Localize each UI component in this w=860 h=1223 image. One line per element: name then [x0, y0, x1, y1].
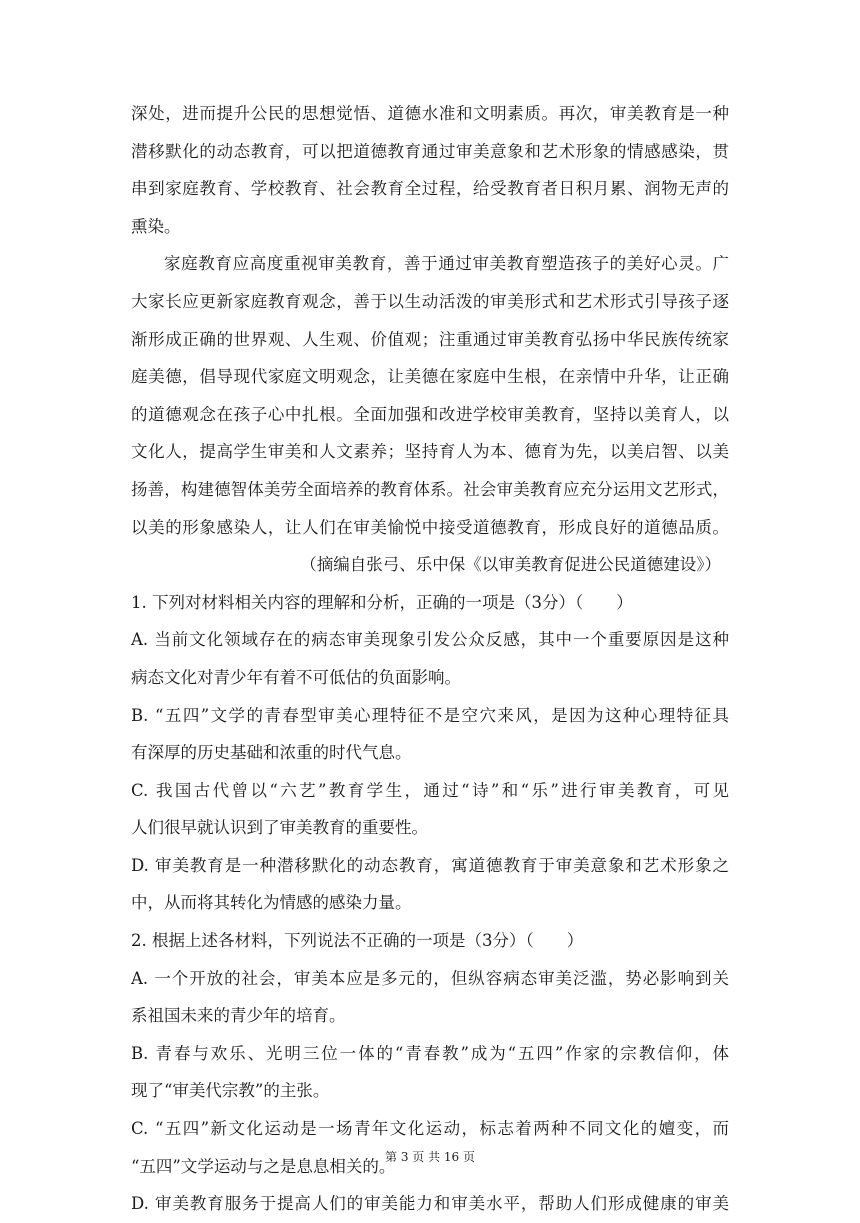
source-citation: （摘编自张弓、乐中保《以审美教育促进公民道德建设》）: [300, 555, 721, 575]
text-line: 文化人，提高学生审美和人文素养；坚持育人为本、德育为先，以美启智、以美: [131, 442, 729, 462]
question-2-option-a-cont: 系祖国未来的青少年的培育。: [131, 1006, 346, 1026]
question-2-option-c-cont: “五四”文学运动与之是息息相关的。: [131, 1156, 396, 1176]
question-1-stem: 1. 下列对材料相关内容的理解和分析，正确的一项是（3分）（ ）: [131, 592, 633, 612]
text-line: 大家长应更新家庭教育观念，善于以生动活泼的审美形式和艺术形式引导孩子逐: [131, 291, 729, 311]
question-1-option-a-cont: 病态文化对青少年有着不可低估的负面影响。: [131, 667, 461, 687]
text-line: 扬善，构建德智体美劳全面培养的教育体系。社会审美教育应充分运用文艺形式，: [131, 479, 729, 499]
text-line: 深处，进而提升公民的思想觉悟、道德水准和文明素质。再次，审美教育是一种: [131, 104, 729, 123]
question-1-option-a: A. 当前文化领域存在的病态审美现象引发公众反感，其中一个重要原因是这种: [131, 630, 729, 650]
question-2-option-d: D. 审美教育服务于提高人们的审美能力和审美水平，帮助人们形成健康的审美: [131, 1194, 729, 1214]
text-line: 庭美德，倡导现代家庭文明观念，让美德在家庭中生根，在亲情中升华，让正确: [131, 367, 729, 387]
question-1-option-c-cont: 人们很早就认识到了审美教育的重要性。: [131, 818, 428, 838]
page-body: [131, 95, 729, 1223]
page-number-footer: 第 3 页 共 16 页: [385, 1150, 475, 1164]
question-1-option-b: B. “五四”文学的青春型审美心理特征不是空穴来风，是因为这种心理特征具: [131, 705, 729, 725]
question-1-option-d-cont: 中，从而将其转化为情感的感染力量。: [131, 893, 412, 913]
text-line: 串到家庭教育、学校教育、社会教育全过程，给受教育者日积月累、润物无声的: [131, 179, 729, 199]
question-1-option-d: D. 审美教育是一种潜移默化的动态教育，寓道德教育于审美意象和艺术形象之: [131, 855, 729, 875]
question-1-option-c: C. 我国古代曾以“六艺”教育学生，通过“诗”和“乐”进行审美教育，可见: [131, 780, 729, 800]
question-2-option-b-cont: 现了“审美代宗教”的主张。: [131, 1081, 330, 1101]
question-2-option-b: B. 青春与欢乐、光明三位一体的“青春教”成为“五四”作家的宗教信仰，体: [131, 1043, 729, 1063]
text-line: 潜移默化的动态教育，可以把道德教育通过审美意象和艺术形象的情感感染，贯: [131, 141, 729, 161]
question-2-stem: 2. 根据上述各材料，下列说法不正确的一项是（3分）（ ）: [131, 931, 584, 951]
text-line: 以美的形象感染人，让人们在审美愉悦中接受道德教育，形成良好的道德品质。: [131, 517, 729, 537]
question-2-option-c: C. “五四”新文化运动是一场青年文化运动，标志着两种不同文化的嬗变，而: [131, 1119, 729, 1139]
text-line: 熏染。: [131, 216, 181, 236]
paragraph-first-line: 家庭教育应高度重视审美教育，善于通过审美教育塑造孩子的美好心灵。广: [164, 254, 729, 274]
text-line: 的道德观念在孩子心中扎根。全面加强和改进学校审美教育，坚持以美育人，以: [131, 404, 729, 424]
question-2-option-a: A. 一个开放的社会，审美本应是多元的，但纵容病态审美泛滥，势必影响到关: [131, 968, 729, 988]
text-line: 渐形成正确的世界观、人生观、价值观；注重通过审美教育弘扬中华民族传统家: [131, 329, 729, 349]
question-1-option-b-cont: 有深厚的历史基础和浓重的时代气息。: [131, 743, 412, 763]
